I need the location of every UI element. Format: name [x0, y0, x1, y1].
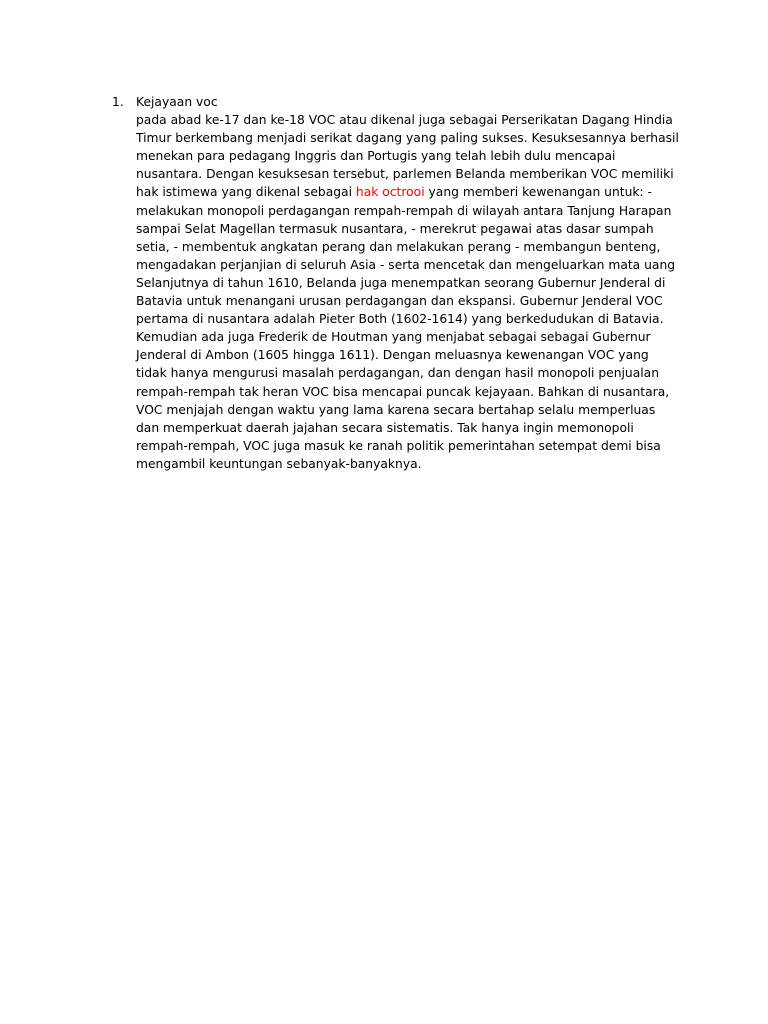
- highlighted-term: hak octrooi: [355, 185, 425, 200]
- paragraph-text-after: yang memberi kewenangan untuk: - melakukan monopoli perdagangan rempah-rempah di wilayah antara Tanjung Harapan sampai Selat Magellan termasuk nusantara, - merekrut pegawai atas dasar sumpah setia, - membentuk angkatan perang dan melakukan perang - membangun benteng, mengadakan perjanjian di seluruh Asia - serta mencetak dan mengeluarkan mata uang Selanjutnya di tahun 1610, Belanda juga menempatkan seorang Gubernur Jenderal di Batavia untuk menangani urusan perdagangan dan ekspansi. Gubernur Jenderal VOC pertama di nusantara adalah Pieter Both (1602-1614) yang berkedudukan di Batavia. Kemudian ada juga Frederik de Houtman yang menjabat sebagai sebagai Gubernur Jenderal di Ambon (1605 hingga 1611). Dengan meluasnya kewenangan VOC yang tidak hanya mengurusi masalah perdagangan, dan dengan hasil monopoli penjualan rempah-rempah tak heran VOC bisa mencapai puncak kejayaan. Bahkan di nusantara, VOC menjajah dengan waktu yang lama karena secara bertahap selalu memperluas dan memperkuat daerah jajahan secara sistematis. Tak hanya ingin memonopoli rempah-rempah, VOC juga masuk ke ranah politik pemerintahan setempat demi bisa mengambil keuntungan sebanyak-banyaknya.: [136, 185, 676, 471]
- list-item-title: Kejayaan voc: [136, 95, 218, 109]
- list-item-body: [136, 93, 682, 473]
- list-item-paragraph: [136, 111, 682, 473]
- paragraph-text-before: pada abad ke-17 dan ke-18 VOC atau dikenal juga sebagai Perserikatan Dagang Hindia Timur berkembang menjadi serikat dagang yang paling sukses. Kesuksesannya berhasil menekan para pedagang Inggris dan Portugis yang telah lebih dulu mencapai nusantara. Dengan kesuksesan tersebut, parlemen Belanda memberikan VOC memiliki hak istimewa yang dikenal sebagai: [136, 113, 679, 200]
- list-item-number: 1.: [112, 95, 124, 109]
- list-item: [112, 93, 682, 473]
